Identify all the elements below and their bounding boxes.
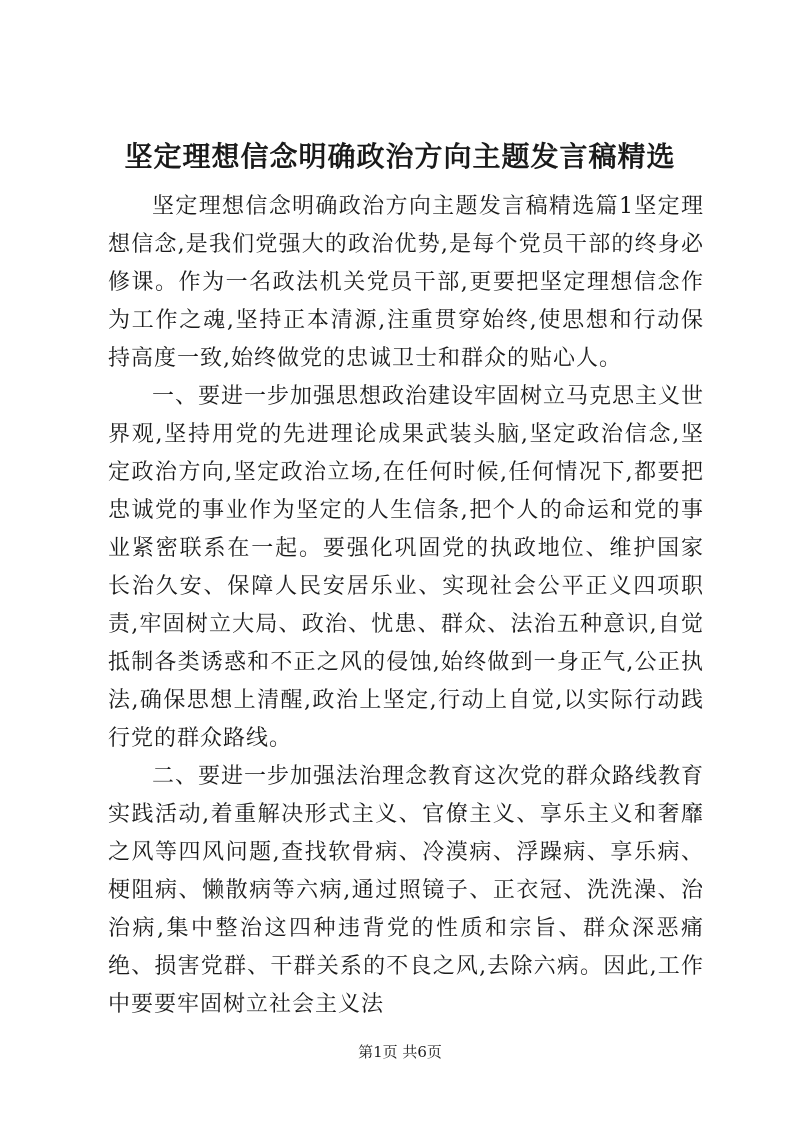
paragraph-section-one: 一、要进一步加强思想政治建设牢固树立马克思主义世界观,坚持用党的先进理论成果武装头脑,坚定政治信念,坚定政治方向,坚定政治立场,在任何时候,任何情况下,都要把忠诚党的事业作为坚定的人生信条,把个人的命运和党的事业紧密联系在一起。要强化巩固党的执政地位、维护国家长治久安、保障人民安居乐业、实现社会公平正义四项职责,牢固树立大局、政治、忧患、群众、法治五种意识,自觉抵制各类诱惑和不正之风的侵蚀,始终做到一身正气,公正执法,确保思想上清醒,政治上坚定,行动上自觉,以实际行动践行党的群众路线。 [108, 384, 705, 751]
paragraph-intro: 坚定理想信念明确政治方向主题发言稿精选篇1坚定理想信念,是我们党强大的政治优势,是每个党员干部的终身必修课。作为一名政法机关党员干部,更要把坚定理想信念作为工作之魂,坚持正本清源,注重贯穿始终,使思想和行动保持高度一致,始终做党的忠诚卫士和群众的贴心人。 [108, 194, 704, 371]
page-number-footer: 第1页 共6页 [358, 1043, 442, 1061]
document-title: 坚定理想信念明确政治方向主题发言稿精选 [124, 140, 676, 173]
paragraph-section-two: 二、要进一步加强法治理念教育这次党的群众路线教育实践活动,着重解决形式主义、官僚主义、享乐主义和奢靡之风等四风问题,查找软骨病、冷漠病、浮躁病、享乐病、梗阻病、懒散病等六病,通过照镜子、正衣冠、洗洗澡、治治病,集中整治这四种违背党的性质和宗旨、群众深恶痛绝、损害党群、干群关系的不良之风,去除六病。因此,工作中要要牢固树立社会主义法 [108, 764, 705, 1017]
document-body [108, 188, 704, 1024]
